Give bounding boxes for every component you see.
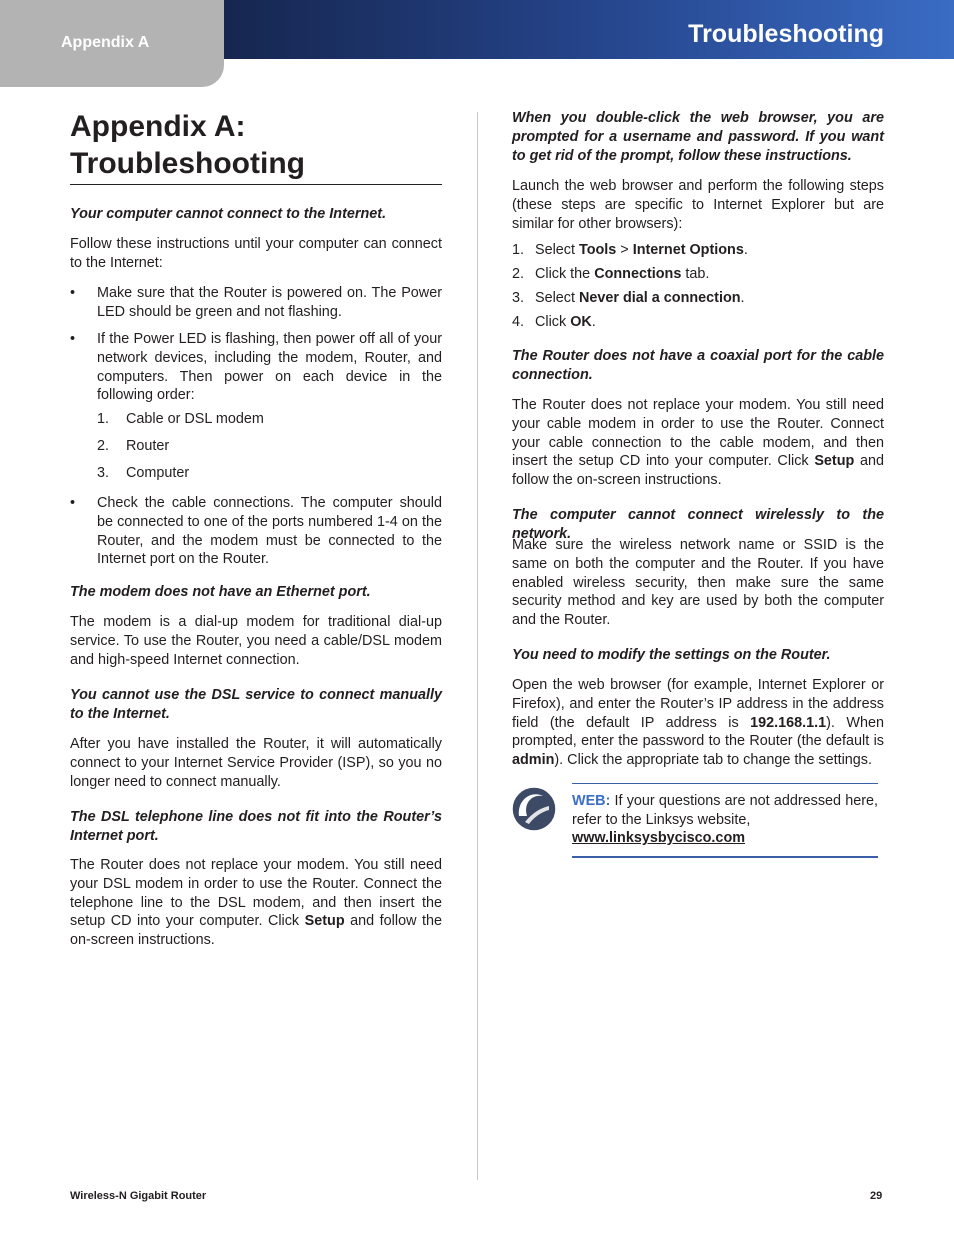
- step-click-ok: Click OK.: [535, 314, 596, 330]
- heading-no-coaxial: The Router does not have a coaxial port for the cable connection.: [512, 348, 884, 383]
- list-item: Router: [126, 438, 170, 454]
- linksys-website-link[interactable]: www.linksysbycisco.com: [572, 830, 746, 846]
- paragraph-follow-instructions: Follow these instructions until your computer can connect to the Internet:: [70, 236, 442, 271]
- page-number: 29: [870, 1190, 883, 1202]
- list-number: 1.: [97, 411, 110, 427]
- web-note-text: WEB: If your questions are not addressed here, refer to the Linksys website,: [572, 793, 878, 828]
- bullet-icon: •: [70, 331, 76, 347]
- paragraph-web-browser: Open the web browser (for example, Internet Explorer or Firefox), and enter the Router’s IP address in the address field (the default IP address is 192.168.1.1). When prompted, enter the password to the Router (the default is admin). Click the appropriate tab to change the settings.: [512, 677, 884, 769]
- paragraph-launch-browser: Launch the web browser and perform the following steps (these steps are specific to Internet Explorer but are similar for other browsers):: [512, 178, 884, 232]
- step-number: 2.: [512, 266, 525, 282]
- bullet-icon: •: [70, 285, 76, 301]
- section-tab-label: Appendix A: [61, 34, 150, 51]
- paragraph-dialup: The modem is a dial-up modem for traditional dial-up service. To use the Router, you need a cable/DSL modem and high-speed Internet connection.: [70, 614, 442, 668]
- step-never-dial: Select Never dial a connection.: [535, 290, 745, 306]
- heading-no-ethernet: The modem does not have an Ethernet port.: [70, 584, 371, 600]
- section-tab: [0, 0, 224, 87]
- bullet-power-on: Make sure that the Router is powered on. The Power LED should be green and not flashing.: [97, 285, 442, 320]
- heading-dsl-manual: You cannot use the DSL service to connect manually to the Internet.: [70, 687, 442, 722]
- bullet-icon: •: [70, 495, 76, 511]
- list-number: 2.: [97, 438, 110, 454]
- bullet-cable-connections: Check the cable connections. The computer should be connected to one of the ports numbered 1-4 on the Router, and the modem must be connected to the Internet port on the Router.: [97, 495, 442, 568]
- paragraph-wireless-ssid: Make sure the wireless network name or SSID is the same on both the computer and the Router. If you have enabled wireless security, then make sure the same security method and key are used by both the computer and the Router.: [512, 537, 884, 629]
- paragraph-dsl-modem: The Router does not replace your modem. You still need your DSL modem in order to use the Router. Connect the telephone line to the DSL modem, and then insert the setup CD into your computer. Click Setup and follow the on-screen instructions.: [70, 857, 442, 949]
- paragraph-cable-modem: The Router does not replace your modem. You still need your cable modem in order to use the Router. Connect your cable connection to the cable modem, and then insert the setup CD into your computer. Click Setup and follow the on-screen instructions.: [512, 397, 885, 489]
- heading-no-internet: Your computer cannot connect to the Internet.: [70, 206, 387, 222]
- heading-dsl-line: The DSL telephone line does not fit into the Router’s Internet port.: [70, 809, 442, 844]
- list-item: Computer: [126, 465, 190, 481]
- step-number: 1.: [512, 242, 525, 258]
- heading-wireless: The computer cannot connect wirelessly to the network.: [512, 507, 884, 542]
- heading-password-prompt: When you double-click the web browser, you are prompted for a username and password. If you want to get rid of the prompt, follow these instructions.: [512, 110, 884, 164]
- list-number: 3.: [97, 465, 110, 481]
- step-select-internet-options: Select Tools > Internet Options.: [535, 242, 748, 258]
- heading-modify-settings: You need to modify the settings on the Router.: [512, 647, 831, 663]
- step-connections-tab: Click the Connections tab.: [535, 266, 710, 282]
- page-title: [70, 108, 442, 185]
- footer-product-name: Wireless-N Gigabit Router: [70, 1190, 207, 1202]
- page-title-line2: Troubleshooting: [70, 147, 305, 180]
- chapter-title: Troubleshooting: [688, 20, 884, 48]
- paragraph-dsl-auto: After you have installed the Router, it will automatically connect to your Internet Service Provider (ISP), so you no longer need to connect manually.: [70, 736, 442, 790]
- step-number: 4.: [512, 314, 525, 330]
- page-title-line1: Appendix A:: [70, 110, 246, 143]
- chapter-banner: [224, 0, 954, 59]
- bullet-power-cycle: If the Power LED is flashing, then power off all of your network devices, including the modem, Router, and computers. Then power on each device in the following order:: [97, 331, 442, 404]
- column-divider: [477, 112, 478, 1180]
- globe-icon: [511, 786, 557, 832]
- list-item: Cable or DSL modem: [126, 411, 264, 427]
- step-number: 3.: [512, 290, 525, 306]
